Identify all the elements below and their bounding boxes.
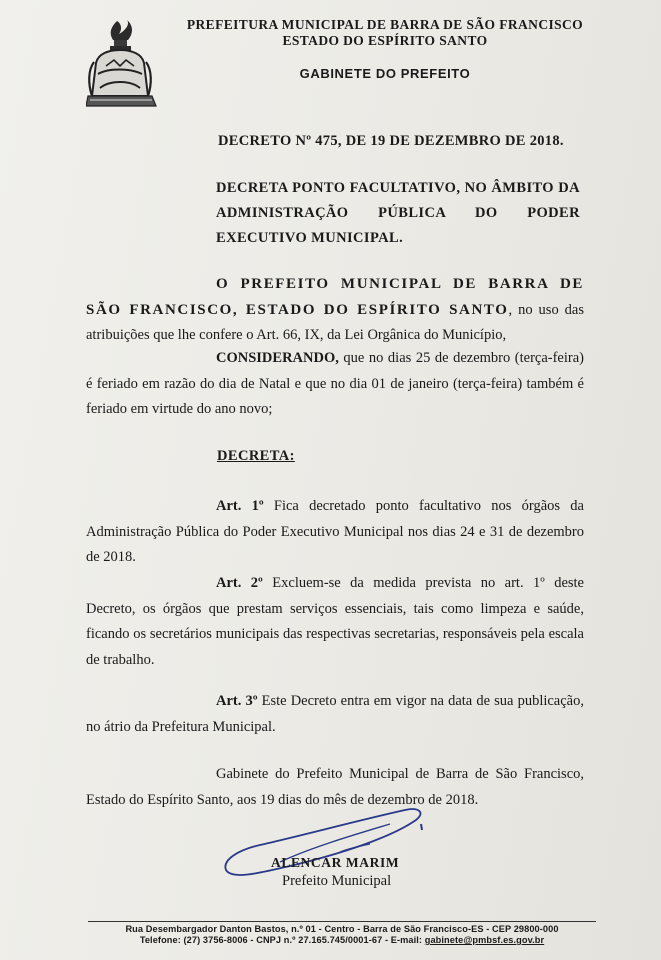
footer-email: gabinete@pmbsf.es.gov.br xyxy=(424,935,545,945)
preamble-rest: , no uso das atribuições que lhe confere o Art. 66, IX, da Lei Orgânica do Município, xyxy=(86,301,584,343)
footer-contact-info: Telefone: (27) 3756-8006 - CNPJ n.º 27.165.745/0001-67 - E-mail: xyxy=(139,935,425,945)
closing-text: Gabinete do Prefeito Municipal de Barra de São Francisco, Estado do Espírito Santo, aos 19 dias do mês de dezembro de 2018. xyxy=(86,766,584,808)
signatory-role: Prefeito Municipal xyxy=(282,873,392,889)
considerando-paragraph xyxy=(86,346,584,423)
article-1 xyxy=(86,494,584,571)
preamble-paragraph xyxy=(86,272,584,349)
header-state: ESTADO DO ESPÍRITO SANTO xyxy=(282,33,488,48)
signatory-name: ALENCAR MARIM xyxy=(271,855,400,870)
considerando-label: CONSIDERANDO, xyxy=(216,350,339,366)
header-office: GABINETE DO PREFEITO xyxy=(299,66,471,81)
article-3-text: Este Decreto entra em vigor na data de sua publicação, no átrio da Prefeitura Municipal. xyxy=(86,693,584,735)
preamble-bold: O PREFEITO MUNICIPAL DE BARRA DE SÃO FRANCISCO, ESTADO DO ESPÍRITO SANTO xyxy=(86,276,584,318)
decree-ementa: DECRETA PONTO FACULTATIVO, NO ÂMBITO DA ADMINISTRAÇÃO PÚBLICA DO PODER EXECUTIVO MUNICIPAL. xyxy=(216,180,580,246)
article-3-label: Art. 3º xyxy=(216,693,258,709)
considerando-text: que no dias 25 de dezembro (terça-feira) é feriado em razão do dia de Natal e que no dia 01 de janeiro (terça-feira) também é feriado em virtude do ano novo; xyxy=(86,350,584,417)
article-3 xyxy=(86,689,584,740)
decreta-heading: DECRETA: xyxy=(217,448,295,464)
footer-contact xyxy=(92,935,592,945)
decree-title: DECRETO Nº 475, DE 19 DE DEZEMBRO DE 2018. xyxy=(218,133,564,149)
article-2-text: Excluem-se da medida prevista no art. 1º deste Decreto, os órgãos que prestam serviços essenciais, tais como limpeza e saúde, ficando os secretários municipais das respectivas secretarias, responsáveis pela escala de trabalho. xyxy=(86,575,584,668)
footer-divider xyxy=(88,921,596,922)
footer-address: Rua Desembargador Danton Bastos, n.º 01 - Centro - Barra de São Francisco-ES - CEP 29800-000 xyxy=(125,924,559,934)
article-1-label: Art. 1º xyxy=(216,498,264,514)
header-municipality: PREFEITURA MUNICIPAL DE BARRA DE SÃO FRANCISCO xyxy=(186,17,584,32)
article-1-text: Fica decretado ponto facultativo nos órgãos da Administração Pública do Poder Executivo Municipal nos dias 24 e 31 de dezembro de 2018. xyxy=(86,498,584,565)
article-2 xyxy=(86,571,584,673)
article-2-label: Art. 2º xyxy=(216,575,263,591)
